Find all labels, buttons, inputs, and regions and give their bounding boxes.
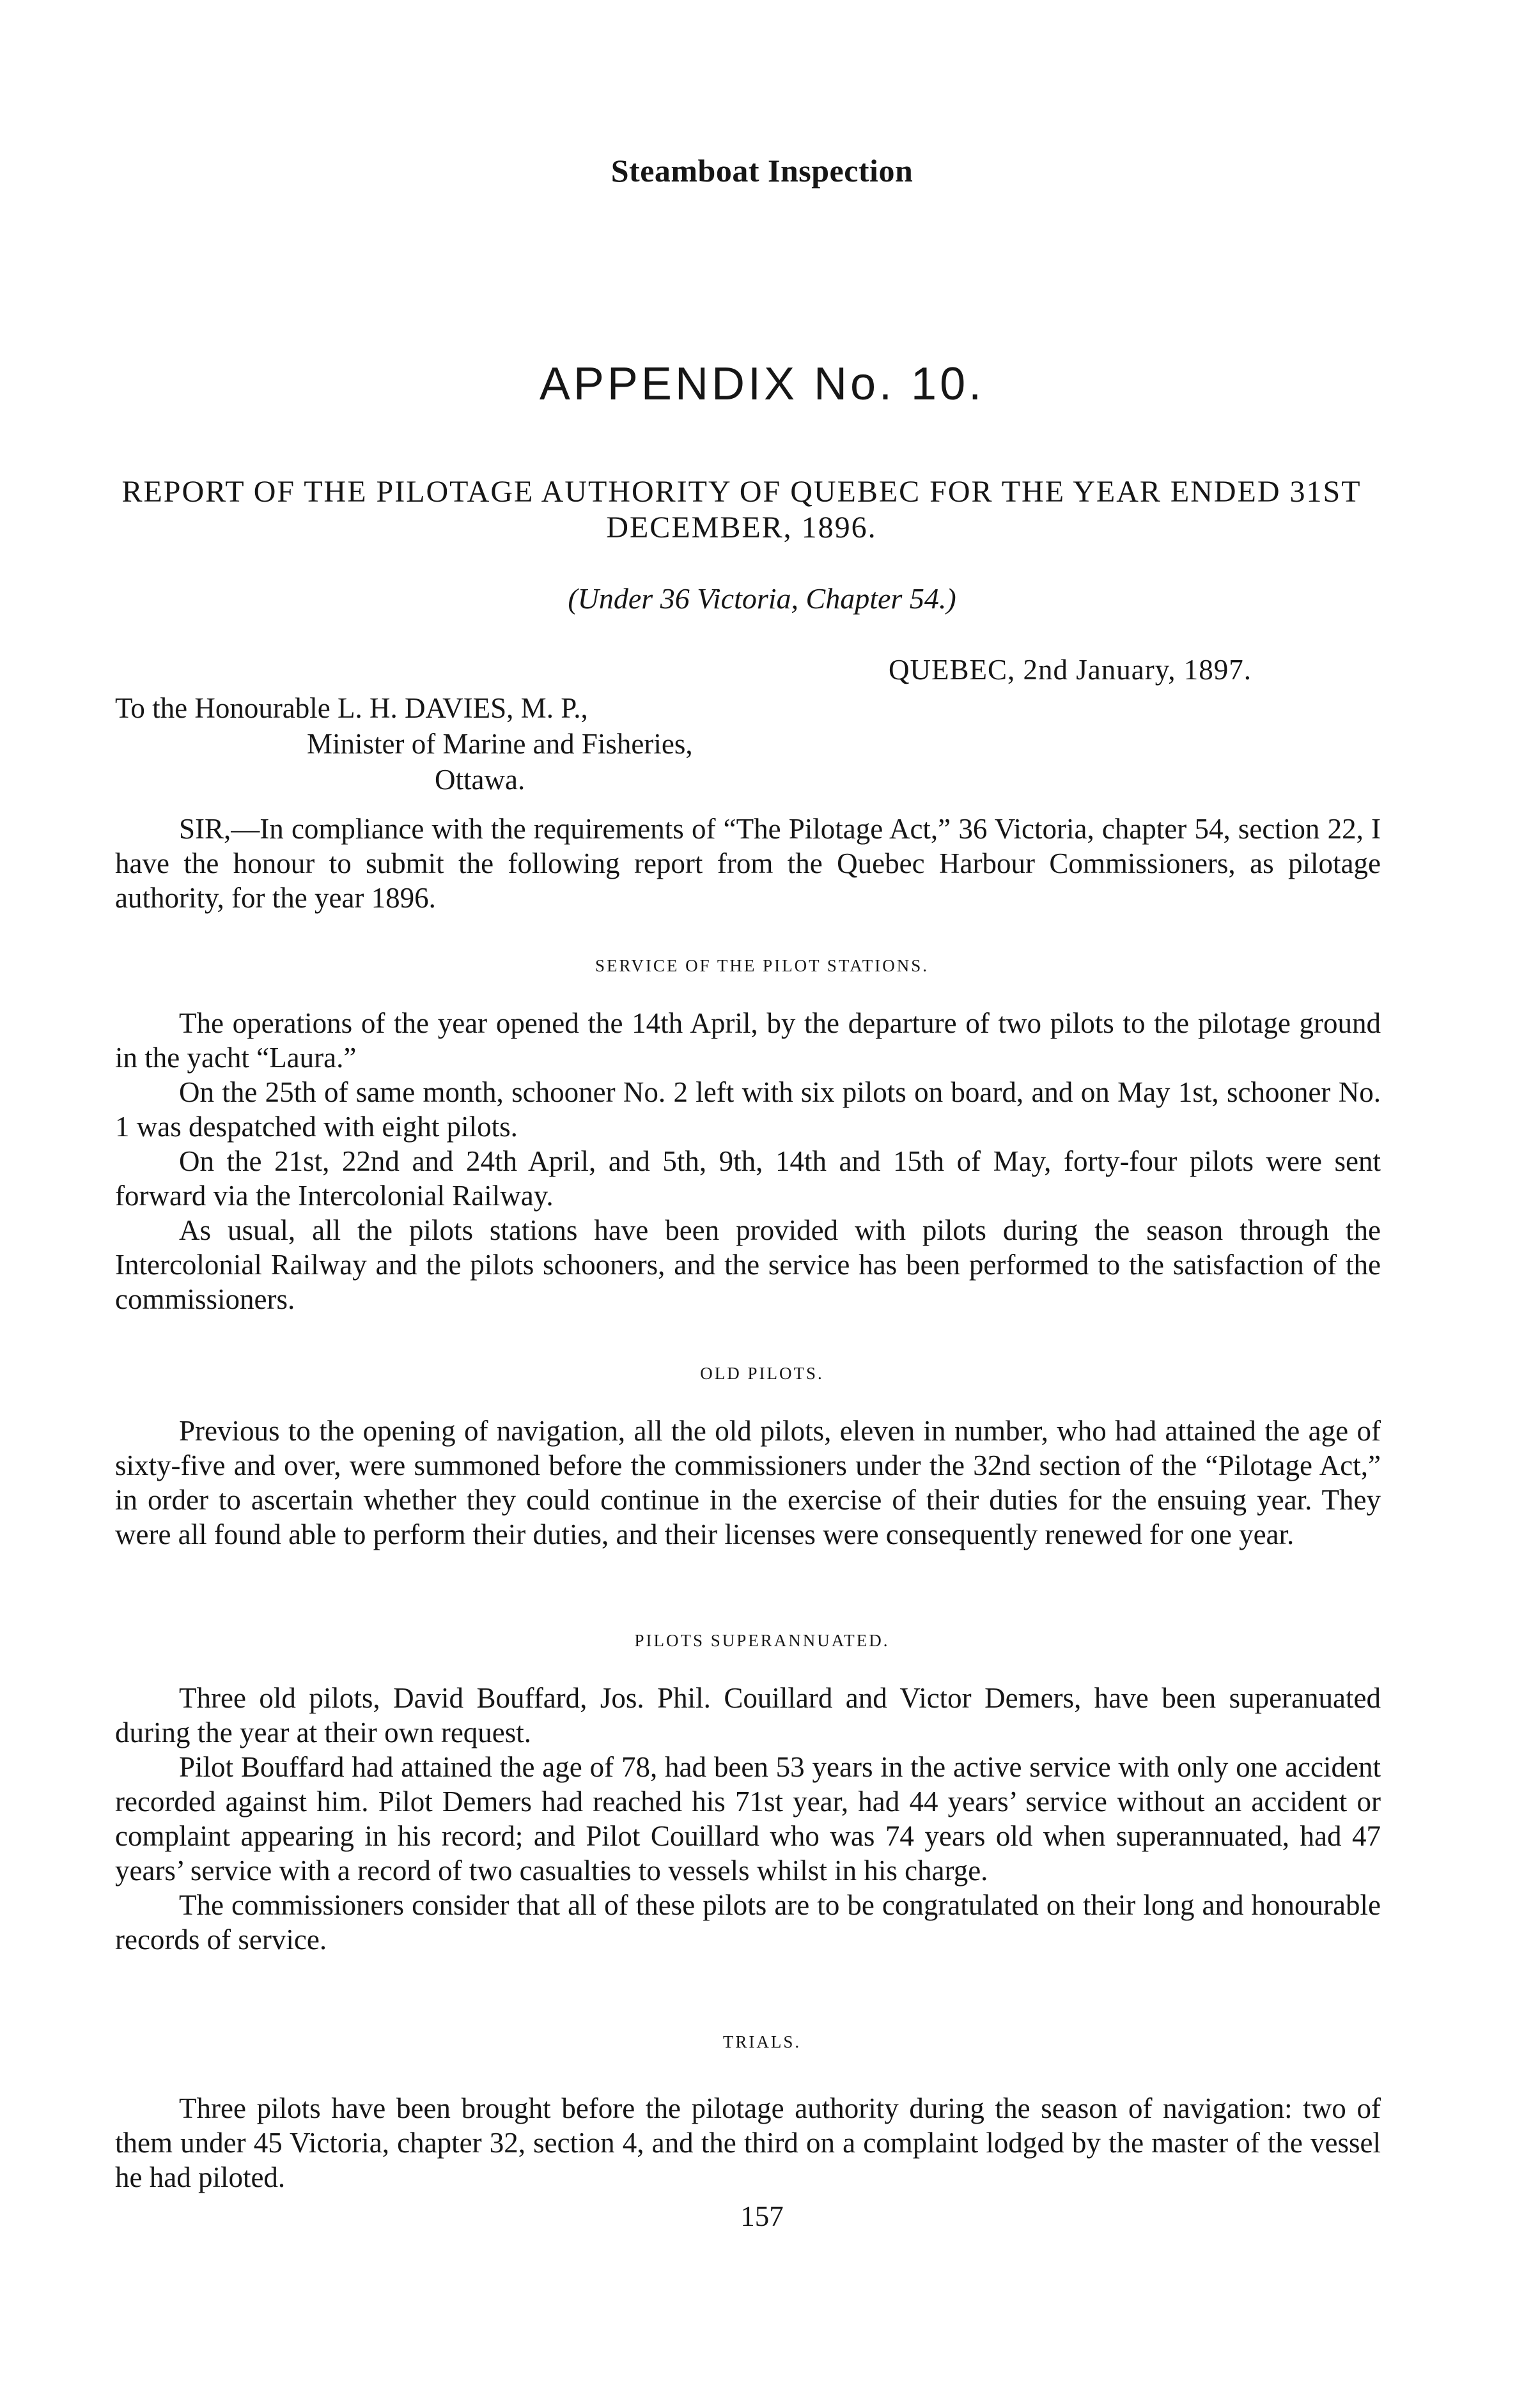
section-heading-superannuated: PILOTS SUPERANNUATED. bbox=[634, 1631, 890, 1650]
addressee-line-3: Ottawa. bbox=[435, 764, 525, 796]
report-subtitle: (Under 36 Victoria, Chapter 54.) bbox=[568, 582, 956, 615]
service-paragraph-3: On the 21st, 22nd and 24th April, and 5th, 9th, 14th and 15th of May, forty-four pilots were sent forward via the Intercolonial Railway. bbox=[115, 1145, 1381, 1212]
intro-paragraph: SIR,—In compliance with the requirements of “The Pilotage Act,” 36 Victoria, chapter 54, section 22, I have the honour to submit the following report from the Quebec Harbour Commissioners, as pilotage authority, for the year 1896. bbox=[115, 813, 1381, 914]
place-date: QUEBEC, 2nd January, 1897. bbox=[889, 654, 1252, 686]
addressee-line-2: Minister of Marine and Fisheries, bbox=[307, 728, 693, 760]
addressee-line-1: To the Honourable L. H. DAVIES, M. P., bbox=[115, 692, 588, 724]
old-pilots-paragraph: Previous to the opening of navigation, all the old pilots, eleven in number, who had attained the age of sixty-five and over, were summoned before the commissioners under the 32nd section of the “Pilotage Act,” in order to ascertain whether they could continue in the exercise of their duties for the ensuing year. They were all found able to perform their duties, and their licenses were consequently renewed for one year. bbox=[115, 1415, 1381, 1550]
addressee-block bbox=[115, 690, 693, 798]
superannuated-paragraph-3: The commissioners consider that all of these pilots are to be congratulated on their long and honourable records of service. bbox=[115, 1889, 1381, 1956]
trials-paragraph: Three pilots have been brought before the pilotage authority during the season of navigation: two of them under 45 Victoria, chapter 32, section 4, and the third on a complaint lodged by the master of the vessel he had piloted. bbox=[115, 2092, 1381, 2193]
service-paragraph-4: As usual, all the pilots stations have been provided with pilots during the season through the Intercolonial Railway and the pilots schooners, and the service has been performed to the satisfaction of the commissioners. bbox=[115, 1214, 1381, 1315]
section-heading-service: SERVICE OF THE PILOT STATIONS. bbox=[595, 956, 929, 975]
service-paragraph-2: On the 25th of same month, schooner No. 2 left with six pilots on board, and on May 1st, schooner No. 1 was despatched with eight pilots. bbox=[115, 1076, 1381, 1143]
section-heading-trials: TRIALS. bbox=[722, 2032, 802, 2051]
page-number: 157 bbox=[740, 2200, 784, 2232]
report-title: REPORT OF THE PILOTAGE AUTHORITY OF QUEBEC FOR THE YEAR ENDED 31ST DECEMBER, 1896. bbox=[121, 475, 1362, 544]
service-paragraph-1: The operations of the year opened the 14th April, by the departure of two pilots to the pilotage ground in the yacht “Laura.” bbox=[115, 1007, 1381, 1074]
section-heading-old-pilots: OLD PILOTS. bbox=[700, 1364, 824, 1383]
superannuated-paragraph-1: Three old pilots, David Bouffard, Jos. Phil. Couillard and Victor Demers, have been superanuated during the year at their own request. bbox=[115, 1682, 1381, 1748]
running-head: Steamboat Inspection bbox=[610, 153, 914, 189]
superannuated-paragraph-2: Pilot Bouffard had attained the age of 78, had been 53 years in the active service with only one accident recorded against him. Pilot Demers had reached his 71st year, had 44 years’ service without an accident or complaint appearing in his record; and Pilot Couillard who was 74 years old when superannuated, had 47 years’ service with a record of two casualties to vessels whilst in his charge. bbox=[115, 1751, 1381, 1887]
appendix-title: APPENDIX No. 10. bbox=[539, 359, 985, 410]
